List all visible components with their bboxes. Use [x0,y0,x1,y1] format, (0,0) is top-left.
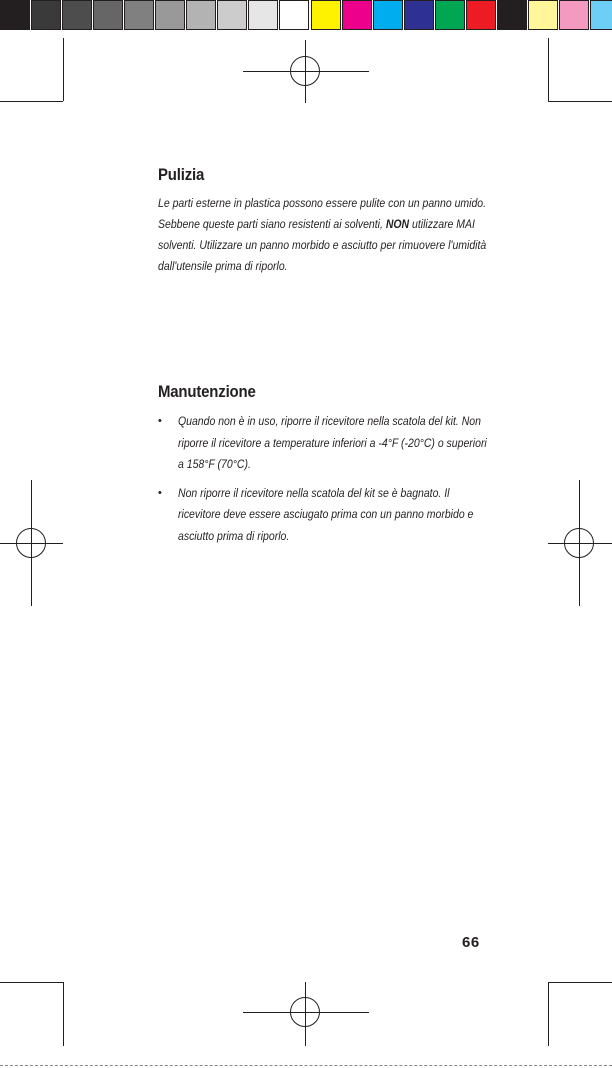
maintenance-list [158,411,498,547]
color-swatch [311,0,341,30]
color-swatch [342,0,372,30]
crop-mark [548,982,612,983]
color-swatch [373,0,403,30]
bullet-icon: • [158,486,162,499]
maintenance-section [158,382,498,554]
color-swatch [248,0,278,30]
cleaning-section [158,165,498,277]
emphasis-text: NON [385,217,410,231]
crop-mark [0,982,63,983]
color-swatch [217,0,247,30]
page-number: 66 [462,934,480,951]
trim-line [0,1065,612,1066]
color-calibration-bar [311,0,612,32]
gray-calibration-bar [0,0,310,32]
color-swatch [155,0,185,30]
crop-mark [548,38,549,101]
cleaning-paragraph: Le parti esterne in plastica possono essere pulite con un panno umido. Sebbene queste parti siano resistenti ai solventi, NON utilizzare MAI solventi. Utilizzare un panno morbido e asciutto per rimuovere l'umidità dall'utensile prima di riporlo. [158,196,487,273]
crop-mark [0,101,63,102]
color-swatch [528,0,558,30]
section-heading: Manutenzione [158,382,256,401]
crop-mark [548,101,612,102]
color-swatch [279,0,309,30]
color-swatch [62,0,92,30]
crop-mark [548,982,549,1046]
bullet-icon: • [158,415,162,427]
list-item: • Quando non è in uso, riporre il ricevitore nella scatola del kit. Non riporre il ricevitore a temperature inferiori a -4°F (-20°C) o superiori a 158°F (70°C). [158,411,498,476]
color-swatch [124,0,154,30]
color-swatch [31,0,61,30]
color-swatch [0,0,30,30]
section-heading: Pulizia [158,165,205,184]
color-swatch [559,0,589,30]
crop-mark [63,982,64,1046]
list-item: • Non riporre il ricevitore nella scatola del kit se è bagnato. Il ricevitore deve essere asciugato prima con un panno morbido e asciutto prima di riporlo. [158,483,498,548]
color-swatch [590,0,612,30]
color-swatch [466,0,496,30]
crop-mark [63,38,64,101]
color-swatch [186,0,216,30]
color-swatch [404,0,434,30]
color-swatch [93,0,123,30]
color-swatch [435,0,465,30]
color-swatch [497,0,527,30]
